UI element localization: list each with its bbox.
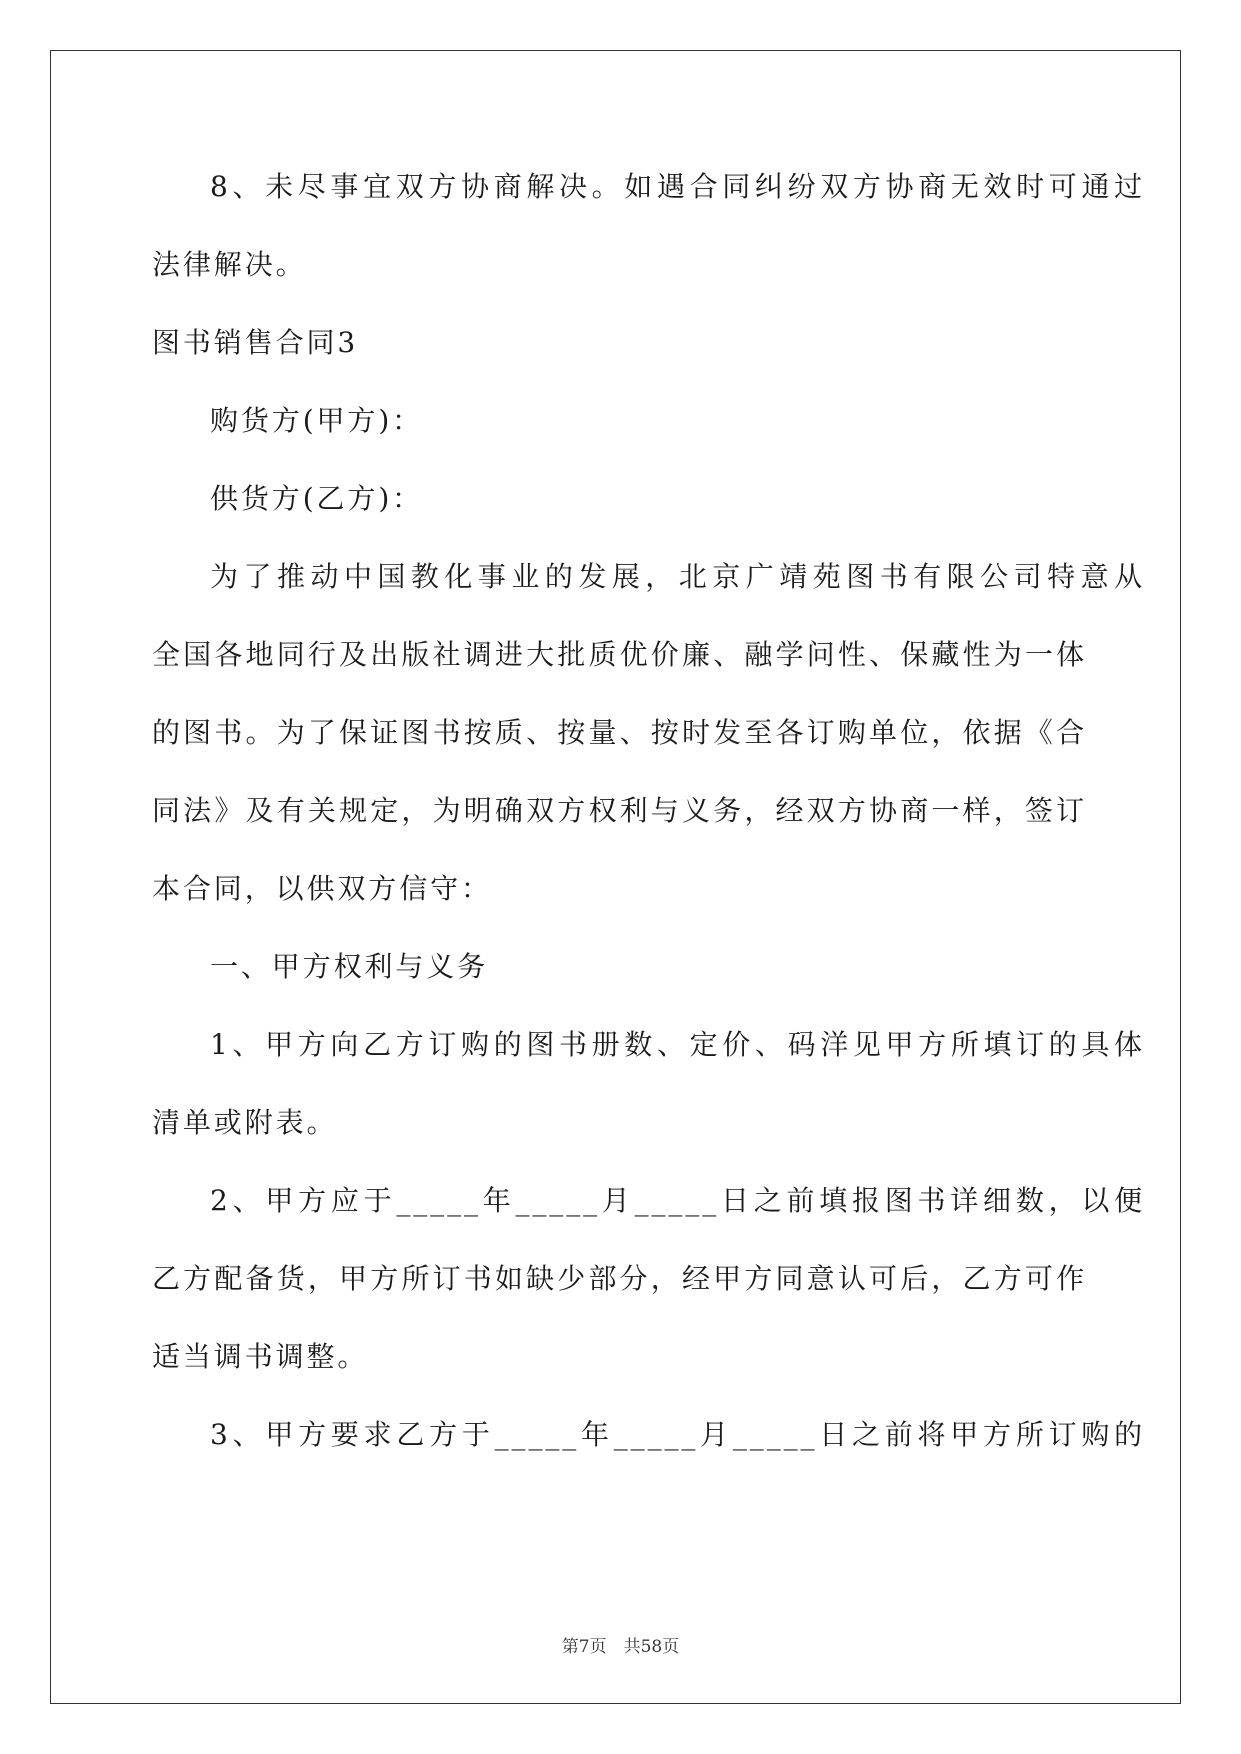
clause-1-line-2: 清单或附表。	[152, 1106, 338, 1139]
clause-2-line-3: 适当调书调整。	[152, 1340, 369, 1373]
clause-2-line-1: 2、甲方应于_____年_____月_____日之前填报图书详细数，以便	[210, 1184, 1145, 1217]
clause-8-line-1: 8、未尽事宜双方协商解决。如遇合同纠纷双方协商无效时可通过	[210, 170, 1145, 203]
clause-8-line-2: 法律解决。	[152, 248, 307, 281]
supplier-party-label: 供货方(乙方)：	[210, 482, 424, 515]
clause-1-line-1: 1、甲方向乙方订购的图书册数、定价、码洋见甲方所填订的具体	[210, 1028, 1145, 1061]
page-number: 第7页 共58页	[561, 1637, 680, 1657]
contract-heading: 图书销售合同3	[152, 326, 359, 359]
section-1-heading: 一、甲方权利与义务	[210, 950, 489, 983]
preamble-line-2: 全国各地同行及出版社调进大批质优价廉、融学问性、保藏性为一体	[152, 638, 1087, 671]
buyer-party-label: 购货方(甲方)：	[210, 404, 424, 437]
clause-2-line-2: 乙方配备货，甲方所订书如缺少部分，经甲方同意认可后，乙方可作	[152, 1262, 1087, 1295]
preamble-line-3: 的图书。为了保证图书按质、按量、按时发至各订购单位，依据《合	[152, 716, 1087, 749]
preamble-line-5: 本合同，以供双方信守：	[152, 872, 492, 905]
preamble-line-4: 同法》及有关规定，为明确双方权利与义务，经双方协商一样，签订	[152, 794, 1087, 827]
preamble-line-1: 为了推动中国教化事业的发展，北京广靖苑图书有限公司特意从	[210, 560, 1145, 593]
clause-3-line-1: 3、甲方要求乙方于_____年_____月_____日之前将甲方所订购的	[210, 1418, 1145, 1451]
